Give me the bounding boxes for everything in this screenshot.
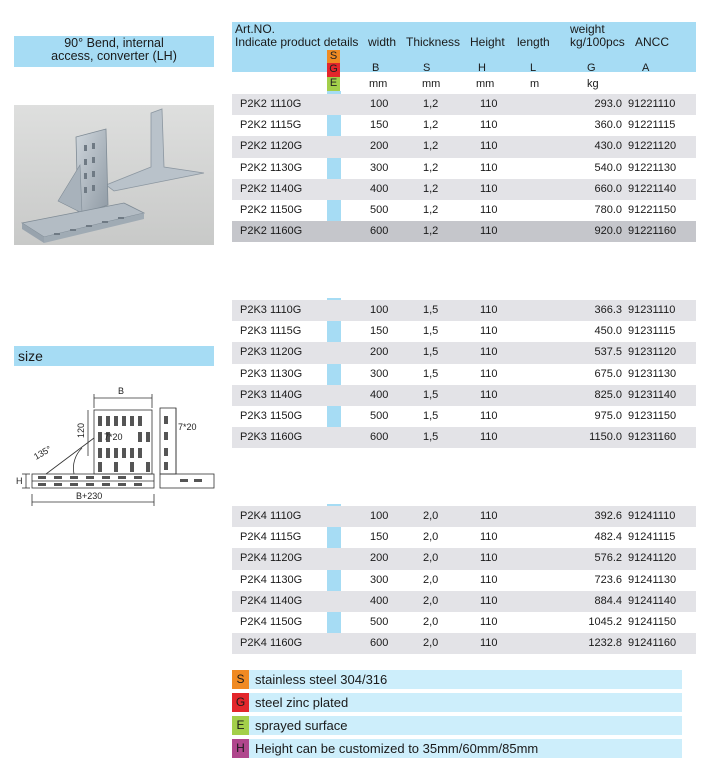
code-box-e: E xyxy=(327,77,340,91)
cell-g: 360.0 xyxy=(594,119,622,132)
cell-a: 91241130 xyxy=(628,573,677,586)
cell-g: 1232.8 xyxy=(588,637,622,650)
cell-a: 91231140 xyxy=(628,388,677,401)
legend-text-g: steel zinc plated xyxy=(255,695,349,710)
cell-s: 2,0 xyxy=(423,615,439,628)
product-title-line1: 90° Bend, internal xyxy=(64,36,164,50)
header-length: length xyxy=(517,35,550,49)
cell-g: 780.0 xyxy=(594,203,622,216)
cell-g: 366.3 xyxy=(594,304,622,316)
cell-a: 91221130 xyxy=(628,161,677,174)
dim-b-label: B xyxy=(118,386,125,396)
cell-b: 300 xyxy=(370,367,389,380)
cell-a: 91241120 xyxy=(628,552,677,565)
cell-a: 91221160 xyxy=(628,225,677,238)
code-box-g: G xyxy=(327,63,340,77)
cell-g: 920.0 xyxy=(594,225,622,238)
table-row xyxy=(232,591,696,612)
cell-b: 500 xyxy=(370,203,389,216)
cell-h: 110 xyxy=(480,346,498,359)
legend-badge-s: S xyxy=(232,670,249,689)
cell-code: P2K3 1110G xyxy=(240,304,302,316)
cell-a: 91231115 xyxy=(628,325,676,338)
table-row xyxy=(232,364,696,385)
table-row xyxy=(232,548,696,569)
dimension-drawing xyxy=(14,382,224,512)
cell-a: 91241140 xyxy=(628,594,677,607)
cell-h: 110 xyxy=(480,615,498,628)
cell-code: P2K3 1160G xyxy=(240,431,303,444)
cell-code: P2K4 1110G xyxy=(240,510,302,522)
cell-a: 91231120 xyxy=(628,346,677,359)
cell-g: 723.6 xyxy=(594,573,622,586)
table-row xyxy=(232,527,696,548)
cell-b: 400 xyxy=(370,388,389,401)
unit-s: mm xyxy=(422,78,441,90)
unit-h: mm xyxy=(476,78,495,90)
cell-s: 1,2 xyxy=(423,182,439,195)
legend-badge-h: H xyxy=(232,739,249,758)
size-label: size xyxy=(14,346,214,366)
cell-b: 500 xyxy=(370,615,389,628)
header-art-no: Art.NO. xyxy=(235,22,276,36)
cell-code: P2K4 1130G xyxy=(240,573,303,586)
cell-g: 430.0 xyxy=(594,140,622,153)
cell-s: 1,2 xyxy=(423,140,439,153)
cell-s: 1,2 xyxy=(423,119,439,132)
cell-code: P2K3 1120G xyxy=(240,346,303,359)
cell-code: P2K2 1120G xyxy=(240,140,303,153)
cell-s: 2,0 xyxy=(423,510,439,522)
cell-g: 392.6 xyxy=(594,510,622,522)
cell-a: 91231160 xyxy=(628,431,677,444)
cell-a: 91231110 xyxy=(628,304,676,316)
legend-text-h: Height can be customized to 35mm/60mm/85mm xyxy=(255,741,539,756)
cell-a: 91221150 xyxy=(628,203,677,216)
cell-s: 2,0 xyxy=(423,594,439,607)
cell-g: 293.0 xyxy=(594,98,622,110)
header-width: width xyxy=(368,35,397,49)
cell-h: 110 xyxy=(480,182,498,195)
table-row xyxy=(232,221,696,242)
cell-b: 600 xyxy=(370,637,389,650)
cell-code: P2K3 1130G xyxy=(240,367,303,380)
header-weight: weight xyxy=(570,22,605,36)
cell-s: 1,5 xyxy=(423,431,439,444)
sym-h: H xyxy=(478,62,486,74)
cell-h: 110 xyxy=(480,325,498,338)
cell-g: 1150.0 xyxy=(589,431,622,444)
sym-s: S xyxy=(423,62,431,74)
cell-b: 100 xyxy=(370,510,389,522)
product-table-2 xyxy=(232,300,696,448)
table-row xyxy=(232,200,696,221)
cell-a: 91241115 xyxy=(628,531,676,544)
cell-b: 150 xyxy=(370,325,389,338)
cell-code: P2K2 1110G xyxy=(240,98,302,110)
cell-s: 1,5 xyxy=(423,304,439,316)
cell-s: 1,2 xyxy=(423,225,439,238)
table-row xyxy=(232,94,696,115)
cell-g: 675.0 xyxy=(594,367,622,380)
cell-b: 500 xyxy=(370,409,389,422)
cable-tray-bend-illustration xyxy=(14,105,214,245)
cell-a: 91231150 xyxy=(628,409,677,422)
table-row xyxy=(232,115,696,136)
cell-a: 91241160 xyxy=(628,637,677,650)
dim-7x20-label-a: 7*20 xyxy=(104,432,123,442)
sym-a: A xyxy=(642,62,650,74)
cell-h: 110 xyxy=(480,531,498,544)
cell-code: P2K3 1140G xyxy=(240,388,303,401)
cell-a: 91221115 xyxy=(628,119,676,132)
cell-b: 400 xyxy=(370,182,389,195)
cell-b: 300 xyxy=(370,573,389,586)
sym-g: G xyxy=(587,62,596,74)
cell-g: 884.4 xyxy=(594,594,622,607)
cell-s: 2,0 xyxy=(423,531,439,544)
cell-code: P2K4 1140G xyxy=(240,594,303,607)
cell-s: 2,0 xyxy=(423,573,439,586)
table-row xyxy=(232,633,696,654)
cell-s: 1,2 xyxy=(423,98,439,110)
cell-b: 200 xyxy=(370,552,389,565)
header-indicate: Indicate product details xyxy=(235,35,359,49)
dim-b230-label: B+230 xyxy=(76,491,103,501)
cell-h: 110 xyxy=(480,140,498,153)
cell-s: 1,5 xyxy=(423,325,439,338)
cell-h: 110 xyxy=(480,161,498,174)
cell-s: 1,2 xyxy=(423,203,439,216)
cell-a: 91241110 xyxy=(628,510,676,522)
table-row xyxy=(232,406,696,427)
table-row xyxy=(232,179,696,200)
product-table-1 xyxy=(232,94,696,242)
cell-code: P2K4 1120G xyxy=(240,552,303,565)
legend-zinc xyxy=(232,693,682,712)
cell-s: 1,5 xyxy=(423,367,439,380)
legend-badge-e: E xyxy=(232,716,249,735)
cell-h: 110 xyxy=(480,388,498,401)
header-kg-per: kg/100pcs xyxy=(570,35,625,49)
cell-a: 91221120 xyxy=(628,140,677,153)
legend-stainless xyxy=(232,670,682,689)
dim-135-label: 135° xyxy=(32,443,54,462)
size-drawing xyxy=(14,382,224,512)
table-row xyxy=(232,321,696,342)
cell-b: 300 xyxy=(370,161,389,174)
cell-code: P2K4 1115G xyxy=(240,531,302,544)
legend-height xyxy=(232,739,682,758)
cell-code: P2K3 1115G xyxy=(240,325,302,338)
table-row xyxy=(232,158,696,179)
cell-g: 825.0 xyxy=(594,388,622,401)
cell-h: 110 xyxy=(480,225,498,238)
cell-a: 91231130 xyxy=(628,367,677,380)
product-title xyxy=(14,36,214,67)
cell-code: P2K4 1150G xyxy=(240,615,303,628)
cell-g: 540.0 xyxy=(594,161,622,174)
cell-code: P2K2 1140G xyxy=(240,182,303,195)
table-row xyxy=(232,136,696,157)
unit-l: m xyxy=(530,78,540,90)
cell-s: 1,5 xyxy=(423,388,439,401)
unit-b: mm xyxy=(369,78,388,90)
cell-g: 576.2 xyxy=(594,552,622,565)
product-title-line2: access, converter (LH) xyxy=(51,49,177,63)
cell-code: P2K2 1115G xyxy=(240,119,302,132)
cell-s: 1,5 xyxy=(423,346,439,359)
cell-h: 110 xyxy=(480,409,498,422)
legend-text-s: stainless steel 304/316 xyxy=(255,672,388,687)
table-subheader xyxy=(232,50,696,94)
cell-s: 1,2 xyxy=(423,161,439,174)
cell-g: 482.4 xyxy=(594,531,622,544)
dim-120-label: 120 xyxy=(76,422,86,438)
cell-b: 150 xyxy=(370,531,389,544)
legend-text-e: sprayed surface xyxy=(255,718,348,733)
cell-b: 150 xyxy=(370,119,389,132)
cell-g: 537.5 xyxy=(594,346,622,359)
cell-code: P2K4 1160G xyxy=(240,637,303,650)
cell-b: 100 xyxy=(370,304,389,316)
cell-s: 2,0 xyxy=(423,552,439,565)
cell-a: 91241150 xyxy=(628,615,677,628)
cell-h: 110 xyxy=(480,367,498,380)
cell-b: 600 xyxy=(370,431,389,444)
header-height: Height xyxy=(470,35,505,49)
cell-h: 110 xyxy=(480,594,498,607)
code-box-s: S xyxy=(327,50,340,63)
table-row xyxy=(232,570,696,591)
cell-g: 450.0 xyxy=(594,325,622,338)
cell-h: 110 xyxy=(480,510,498,522)
cell-code: P2K2 1130G xyxy=(240,161,303,174)
dim-h-label: H xyxy=(16,476,23,486)
cell-h: 110 xyxy=(480,573,498,586)
cell-h: 110 xyxy=(480,431,498,444)
cell-h: 110 xyxy=(480,637,498,650)
cell-s: 1,5 xyxy=(423,409,439,422)
cell-code: P2K2 1160G xyxy=(240,225,303,238)
cell-b: 200 xyxy=(370,140,389,153)
cell-a: 91221110 xyxy=(628,98,676,110)
dim-7x20-label-b: 7*20 xyxy=(178,422,197,432)
cell-code: P2K3 1150G xyxy=(240,409,303,422)
cell-s: 2,0 xyxy=(423,637,439,650)
table-row xyxy=(232,300,696,321)
table-row xyxy=(232,506,696,527)
cell-b: 400 xyxy=(370,594,389,607)
cell-h: 110 xyxy=(480,203,498,216)
cell-a: 91221140 xyxy=(628,182,677,195)
product-table-3 xyxy=(232,506,696,654)
cell-h: 110 xyxy=(480,119,498,132)
header-thickness: Thickness xyxy=(406,35,461,49)
table-row xyxy=(232,342,696,363)
cell-h: 110 xyxy=(480,552,498,565)
legend-badge-g: G xyxy=(232,693,249,712)
header-ancc: ANCC xyxy=(635,35,670,49)
cell-g: 975.0 xyxy=(594,409,622,422)
cell-g: 660.0 xyxy=(594,182,622,195)
cell-b: 200 xyxy=(370,346,389,359)
table-row xyxy=(232,385,696,406)
cell-code: P2K2 1150G xyxy=(240,203,303,216)
table-row xyxy=(232,427,696,448)
cell-b: 100 xyxy=(370,98,389,110)
unit-g: kg xyxy=(587,78,599,90)
product-photo xyxy=(14,105,214,245)
cell-h: 110 xyxy=(480,304,498,316)
cell-b: 600 xyxy=(370,225,389,238)
sym-b: B xyxy=(372,62,380,74)
cell-g: 1045.2 xyxy=(588,615,622,628)
table-row xyxy=(232,612,696,633)
sym-l: L xyxy=(530,62,537,74)
legend-sprayed xyxy=(232,716,682,735)
cell-h: 110 xyxy=(480,98,498,110)
